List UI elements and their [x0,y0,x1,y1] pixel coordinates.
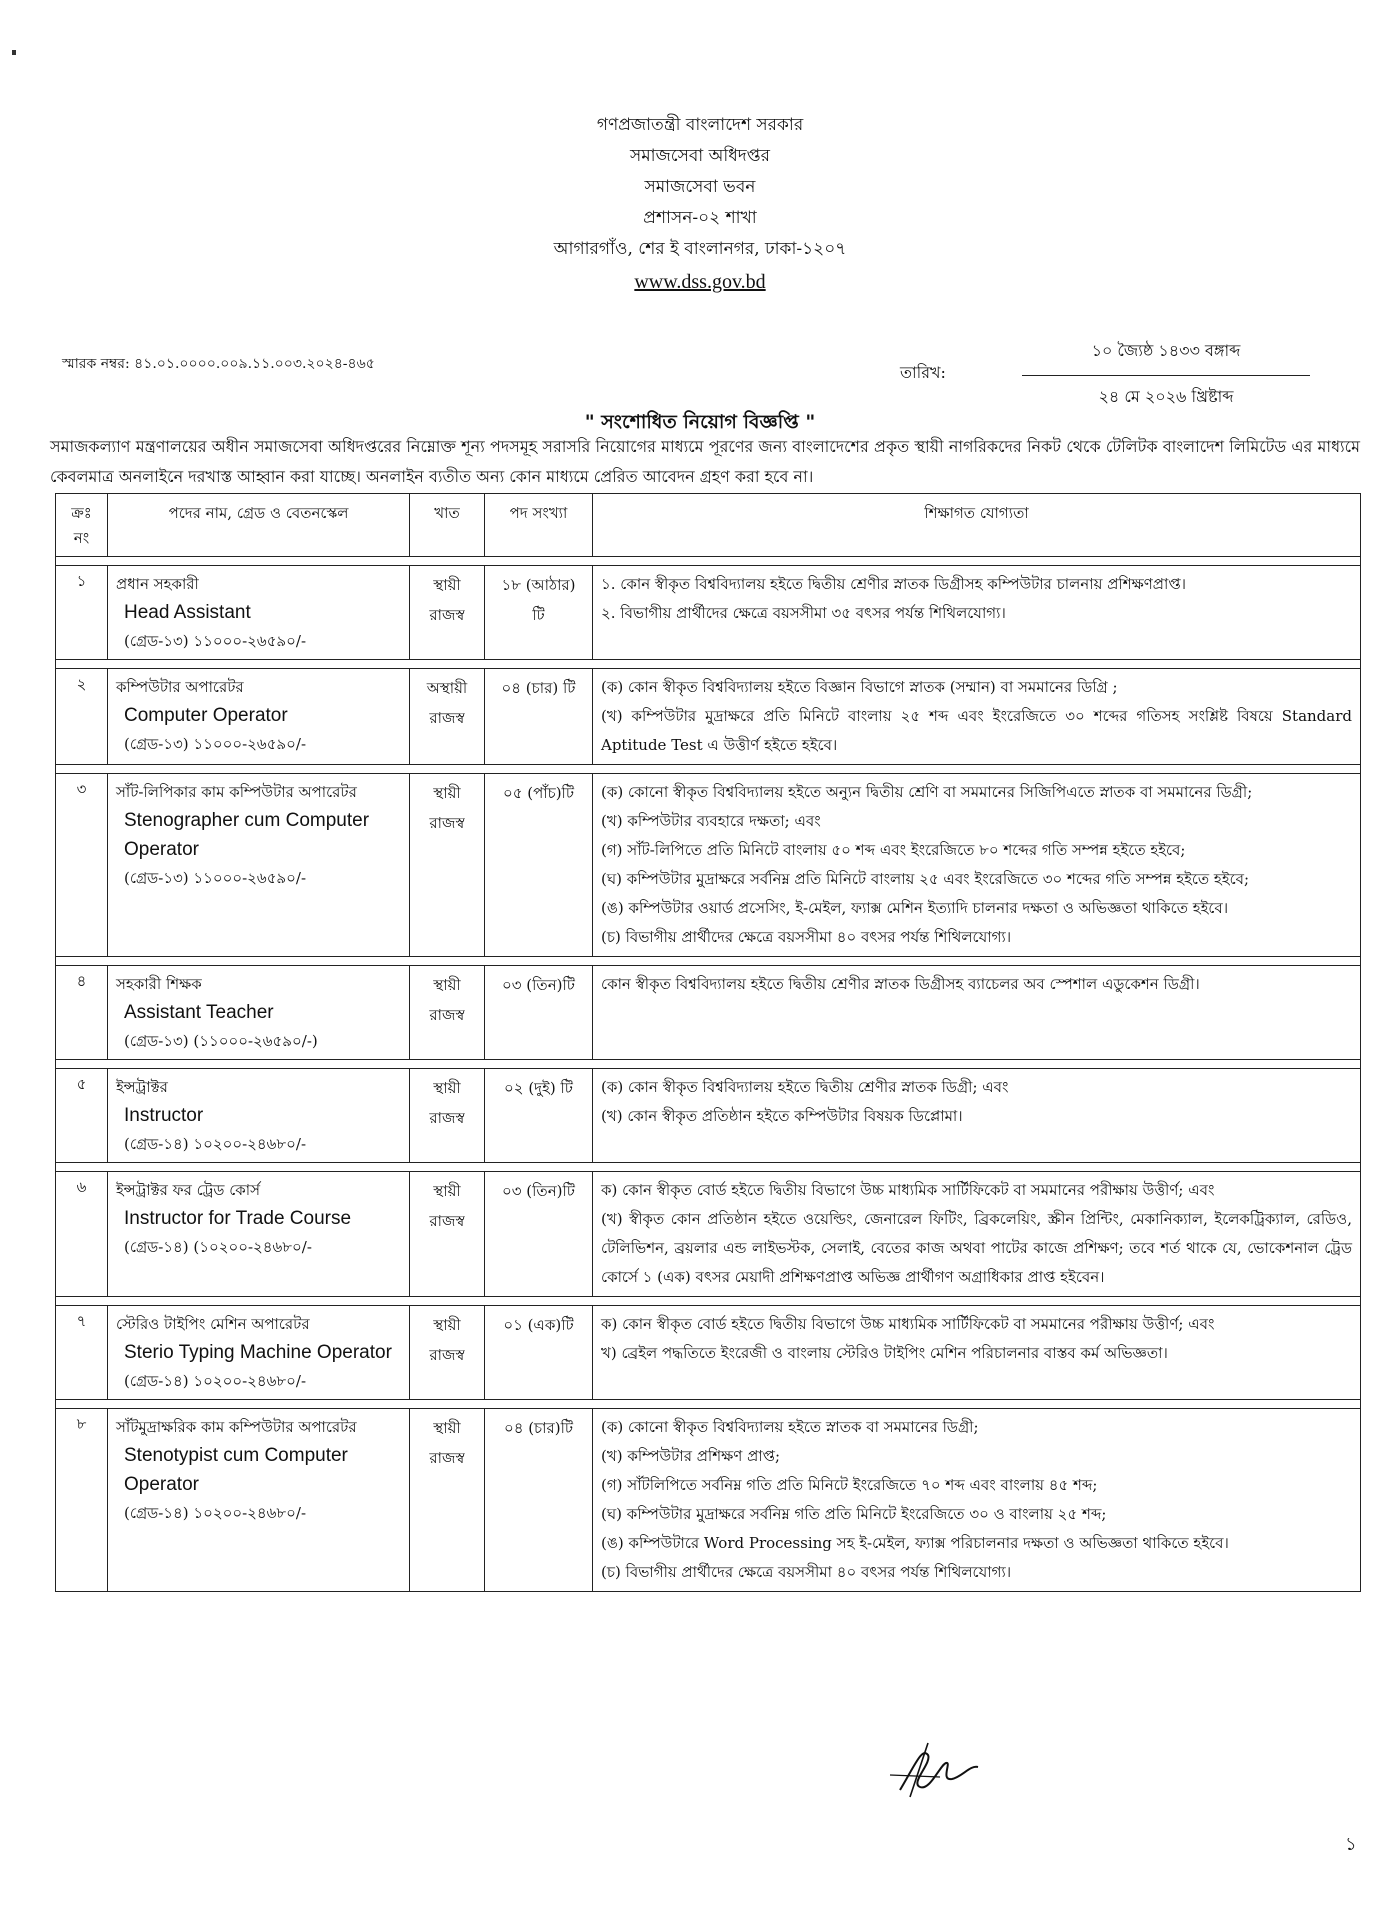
table-row [56,1306,1361,1400]
date-block [1022,338,1310,411]
letterhead [0,110,1400,294]
notice-title: " সংশোধিত নিয়োগ বিজ্ঞপ্তি " [584,411,816,433]
qualification-item: (ঙ) কম্পিউটারে Word Processing সহ ই-মেইল, ফ্যাক্স পরিচালনার দক্ষতা ও অভিজ্ঞতা থাকিতে হইবে। [601,1534,1229,1552]
post-name-bangla: ইন্সট্রাক্টর ফর ট্রেড কোর্স [116,1181,261,1199]
qualification-cell [593,1306,1361,1400]
post-count-cell: ০৪ (চার)টি [485,1409,593,1592]
post-cell [108,1172,410,1297]
table-row [56,1172,1361,1297]
table-row-spacer [56,1297,1361,1306]
qualification-cell [593,966,1361,1060]
qualification-cell [593,1409,1361,1592]
spacer-cell [56,660,1361,669]
qualification-cell [593,1172,1361,1297]
header-qualification: শিক্ষাগত যোগ্যতা [593,494,1361,557]
govt-name: গণপ্রজাতন্ত্রী বাংলাদেশ সরকার [596,115,804,135]
post-name-english: Stenotypist cum Computer Operator [124,1445,348,1495]
post-cell [108,566,410,660]
table-row-spacer [56,1060,1361,1069]
table-row [56,774,1361,957]
header-post: পদের নাম, গ্রেড ও বেতনস্কেল [108,494,410,557]
post-name-bangla: প্রধান সহকারী [116,575,199,593]
post-count-cell: ০৫ (পাঁচ)টি [485,774,593,957]
qualification-item: (ক) কোনো স্বীকৃত বিশ্ববিদ্যালয় হইতে অন্যুন দ্বিতীয় শ্রেণি বা সমমানের সিজিপিএতে স্নাতক বা সমমানের ডিগ্রী; [601,783,1253,801]
post-name-english: Instructor [124,1105,204,1126]
table-row-spacer [56,557,1361,566]
qualification-item: ২. বিভাগীয় প্রার্থীদের ক্ষেত্রে বয়সসীমা ৩৫ বৎসর পর্যন্ত শিথিলযোগ্য। [601,604,1006,622]
pay-scale: (গ্রেড-১৩) ১১০০০-২৬৫৯০/- [124,869,307,887]
qualification-item: (চ) বিভাগীয় প্রার্থীদের ক্ষেত্রে বয়সসীমা ৪০ বৎসর পর্যন্ত শিথিলযোগ্য। [601,928,1012,946]
qualification-item: ক) কোন স্বীকৃত বোর্ড হইতে দ্বিতীয় বিভাগে উচ্চ মাধ্যমিক সার্টিফিকেট বা সমমানের পরীক্ষায় উত্তীর্ণ; এবং [601,1315,1215,1333]
date-english: ২৪ মে ২০২৬ খ্রিষ্টাব্দ [1098,387,1234,406]
post-name-english: Instructor for Trade Course [124,1208,352,1229]
post-name-english: Stenographer cum Computer Operator [124,810,370,860]
table-row-spacer [56,765,1361,774]
post-type-cell: স্থায়ী রাজস্ব [410,1069,485,1163]
serial-cell: ৫ [56,1069,108,1163]
posts-table-body [56,557,1361,1592]
spacer-cell [56,765,1361,774]
post-name-bangla: ইন্সট্রাক্টর [116,1078,168,1096]
website-link[interactable]: www.dss.gov.bd [634,271,766,293]
post-type-cell: স্থায়ী রাজস্ব [410,1172,485,1297]
qualification-item: খ) ব্রেইল পদ্ধতিতে ইংরেজী ও বাংলায় স্টেরিও টাইপিং মেশিন পরিচালনার বাস্তব কর্ম অভিজ্ঞতা। [601,1344,1168,1362]
qualification-item: (খ) কম্পিউটার প্রশিক্ষণ প্রাপ্ত; [601,1447,780,1465]
qualification-cell [593,774,1361,957]
table-row-spacer [56,660,1361,669]
qualification-item: (খ) স্বীকৃত কোন প্রতিষ্ঠান হইতে ওয়েল্ডিং, জেনারেল ফিটিং, ব্রিকলেয়িং, স্ক্রীন প্রিন্টিং, মেকানিক্যাল, ইলেকট্রিক্যাল, রেডিও, টেলিভিশন, ব্রয়লার এন্ড লাইভস্টক, সেলাই, বেতের কাজ অথবা পাটের কাজে প্রশিক্ষণ; তবে শর্ত থাকে যে, ভোকেশনাল ট্রেড কোর্সে ১ (এক) বৎসর মেয়াদী প্রশিক্ষণপ্রাপ্ত অভিজ্ঞ প্রার্থীগণ অগ্রাধিকার প্রাপ্ত হইবেন। [601,1210,1352,1286]
post-count-cell: ০৩ (তিন)টি [485,1172,593,1297]
pay-scale: (গ্রেড-১৪) ১০২০০-২৪৬৮০/- [124,1135,307,1153]
header-sl: ক্রঃ নং [56,494,108,557]
pay-scale: (গ্রেড-১৩) (১১০০০-২৬৫৯০/-) [124,1032,318,1050]
page-number: ১ [1345,1834,1357,1855]
post-type-cell: স্থায়ী রাজস্ব [410,966,485,1060]
pay-scale: (গ্রেড-১৩) ১১০০০-২৬৫৯০/- [124,632,307,650]
qualification-item: (ক) কোনো স্বীকৃত বিশ্ববিদ্যালয় হইতে স্নাতক বা সমমানের ডিগ্রী; [601,1418,979,1436]
qualification-item: (খ) কোন স্বীকৃত প্রতিষ্ঠান হইতে কম্পিউটার বিষয়ক ডিপ্লোমা। [601,1107,963,1125]
post-type-cell: স্থায়ী রাজস্ব [410,1409,485,1592]
post-name-bangla: কম্পিউটার অপারেটর [116,678,244,696]
post-type-cell: অস্থায়ী রাজস্ব [410,669,485,765]
address: আগারগাঁও, শের ই বাংলানগর, ঢাকা-১২০৭ [553,239,847,259]
qualification-item: (গ) সাঁটলিপিতে সর্বনিম্ন গতি প্রতি মিনিটে ইংরেজিতে ৭০ শব্দ এবং বাংলায় ৪৫ শব্দ; [601,1476,1098,1494]
post-name-bangla: সহকারী শিক্ষক [116,975,202,993]
post-cell [108,966,410,1060]
serial-cell: ৮ [56,1409,108,1592]
qualification-cell [593,566,1361,660]
qualification-item: (খ) কম্পিউটার মুদ্রাক্ষরে প্রতি মিনিটে বাংলায় ২৫ শব্দ এবং ইংরেজিতে ৩০ শব্দের গতিসহ সংশ্লিষ্ট বিষয়ে Standard Aptitude Test এ উত্তীর্ণ হইতে হইবে। [601,707,1352,754]
spacer-cell [56,1400,1361,1409]
post-cell [108,669,410,765]
spacer-cell [56,557,1361,566]
header-count: পদ সংখ্যা [485,494,593,557]
post-count-cell: ০৪ (চার) টি [485,669,593,765]
post-cell [108,1409,410,1592]
serial-cell: ৭ [56,1306,108,1400]
posts-table [55,493,1361,1592]
pay-scale: (গ্রেড-১৪) ১০২০০-২৪৬৮০/- [124,1504,307,1522]
post-cell [108,1306,410,1400]
table-row [56,1409,1361,1592]
post-name-bangla: সাঁট-লিপিকার কাম কম্পিউটার অপারেটর [116,783,357,801]
department-name: সমাজসেবা অধিদপ্তর [629,146,771,166]
spacer-cell [56,1297,1361,1306]
post-type-cell: স্থায়ী রাজস্ব [410,566,485,660]
qualification-item: (চ) বিভাগীয় প্রার্থীদের ক্ষেত্রে বয়সসীমা ৪০ বৎসর পর্যন্ত শিথিলযোগ্য। [601,1563,1012,1581]
building-name: সমাজসেবা ভবন [644,177,756,197]
spacer-cell [56,957,1361,966]
serial-cell: ৩ [56,774,108,957]
intro-paragraph: সমাজকল্যাণ মন্ত্রণালয়ের অধীন সমাজসেবা অধিদপ্তরের নিম্নোক্ত শূন্য পদসমূহ সরাসরি নিয়োগের মাধ্যমে পূরণের জন্য বাংলাদেশের প্রকৃত স্থায়ী নাগরিকদের নিকট থেকে টেলিটক বাংলাদেশ লিমিটেড এর মাধ্যমে কেবলমাত্র অনলাইনে দরখাস্ত আহ্বান করা যাচ্ছে। অনলাইন ব্যতীত অন্য কোন মাধ্যমে প্রেরিত আবেদন গ্রহণ করা হবে না। [50,437,1360,486]
post-count-cell: ০১ (এক)টি [485,1306,593,1400]
post-name-bangla: সাঁটমুদ্রাক্ষরিক কাম কম্পিউটার অপারেটর [116,1418,357,1436]
serial-cell: ৪ [56,966,108,1060]
qualification-item: ১. কোন স্বীকৃত বিশ্ববিদ্যালয় হইতে দ্বিতীয় শ্রেণীর স্নাতক ডিগ্রীসহ কম্পিউটার চালনায় প্রশিক্ষণপ্রাপ্ত। [601,575,1187,593]
date-label: তারিখ: [900,363,946,382]
qualification-item: কোন স্বীকৃত বিশ্ববিদ্যালয় হইতে দ্বিতীয় শ্রেণীর স্নাতক ডিগ্রীসহ ব্যাচেলর অব স্পেশাল এডুকেশন ডিগ্রী। [601,975,1200,993]
qualification-cell [593,669,1361,765]
post-count-cell: ০২ (দুই) টি [485,1069,593,1163]
post-count-cell: ০৩ (তিন)টি [485,966,593,1060]
qualification-cell [593,1069,1361,1163]
post-name-english: Assistant Teacher [124,1002,274,1023]
table-header-row [56,494,1361,557]
qualification-item: (ক) কোন স্বীকৃত বিশ্ববিদ্যালয় হইতে বিজ্ঞান বিভাগে স্নাতক (সম্মান) বা সমমানের ডিগ্রি ; [601,678,1118,696]
qualification-item: (গ) সাঁট-লিপিতে প্রতি মিনিটে বাংলায় ৫০ শব্দ এবং ইংরেজিতে ৮০ শব্দের গতি সম্পন্ন হইতে হইবে; [601,841,1186,859]
post-cell [108,1069,410,1163]
post-type-cell: স্থায়ী রাজস্ব [410,774,485,957]
table-row [56,966,1361,1060]
table-row-spacer [56,1400,1361,1409]
pay-scale: (গ্রেড-১৪) (১০২০০-২৪৬৮০/- [124,1238,312,1256]
post-cell [108,774,410,957]
qualification-item: (ঘ) কম্পিউটার মুদ্রাক্ষরে সর্বনিম্ন প্রতি মিনিটে বাংলায় ২৫ এবং ইংরেজিতে ৩০ শব্দের গতি সম্পন্ন হইতে হইবে; [601,870,1250,888]
post-name-english: Sterio Typing Machine Operator [124,1342,392,1363]
table-row [56,566,1361,660]
qualification-item: (ঙ) কম্পিউটার ওয়ার্ড প্রসেসিং, ই-মেইল, ফ্যাক্স মেশিন ইত্যাদি চালনার দক্ষতা ও অভিজ্ঞতা থাকিতে হইবে। [601,899,1229,917]
spacer-cell [56,1163,1361,1172]
post-type-cell: স্থায়ী রাজস্ব [410,1306,485,1400]
serial-cell: ২ [56,669,108,765]
serial-cell: ৬ [56,1172,108,1297]
date-bangla: ১০ জ্যৈষ্ঠ ১৪৩৩ বঙ্গাব্দ [1022,338,1310,376]
qualification-item: (ক) কোন স্বীকৃত বিশ্ববিদ্যালয় হইতে দ্বিতীয় শ্রেণীর স্নাতক ডিগ্রী; এবং [601,1078,1009,1096]
qualification-item: (খ) কম্পিউটার ব্যবহারে দক্ষতা; এবং [601,812,821,830]
serial-cell: ১ [56,566,108,660]
scan-speck [12,50,16,55]
pay-scale: (গ্রেড-১৩) ১১০০০-২৬৫৯০/- [124,735,307,753]
post-name-english: Computer Operator [124,705,288,726]
spacer-cell [56,1060,1361,1069]
memo-number: স্মারক নম্বর: ৪১.০১.০০০০.০০৯.১১.০০৩.২০২৪-৪৬৫ [62,356,375,372]
signature-image [880,1735,990,1805]
pay-scale: (গ্রেড-১৪) ১০২০০-২৪৬৮০/- [124,1372,307,1390]
qualification-item: (ঘ) কম্পিউটার মুদ্রাক্ষরে সর্বনিম্ন গতি প্রতি মিনিটে ইংরেজিতে ৩০ ও বাংলায় ২৫ শব্দ; [601,1505,1107,1523]
header-type: খাত [410,494,485,557]
table-row [56,1069,1361,1163]
branch-name: প্রশাসন-০২ শাখা [643,208,757,228]
table-row [56,669,1361,765]
post-name-english: Head Assistant [124,602,251,623]
qualification-item: ক) কোন স্বীকৃত বোর্ড হইতে দ্বিতীয় বিভাগে উচ্চ মাধ্যমিক সার্টিফিকেট বা সমমানের পরীক্ষায় উত্তীর্ণ; এবং [601,1181,1215,1199]
post-name-bangla: স্টেরিও টাইপিং মেশিন অপারেটর [116,1315,310,1333]
post-count-cell: ১৮ (আঠার) টি [485,566,593,660]
table-row-spacer [56,1163,1361,1172]
table-row-spacer [56,957,1361,966]
